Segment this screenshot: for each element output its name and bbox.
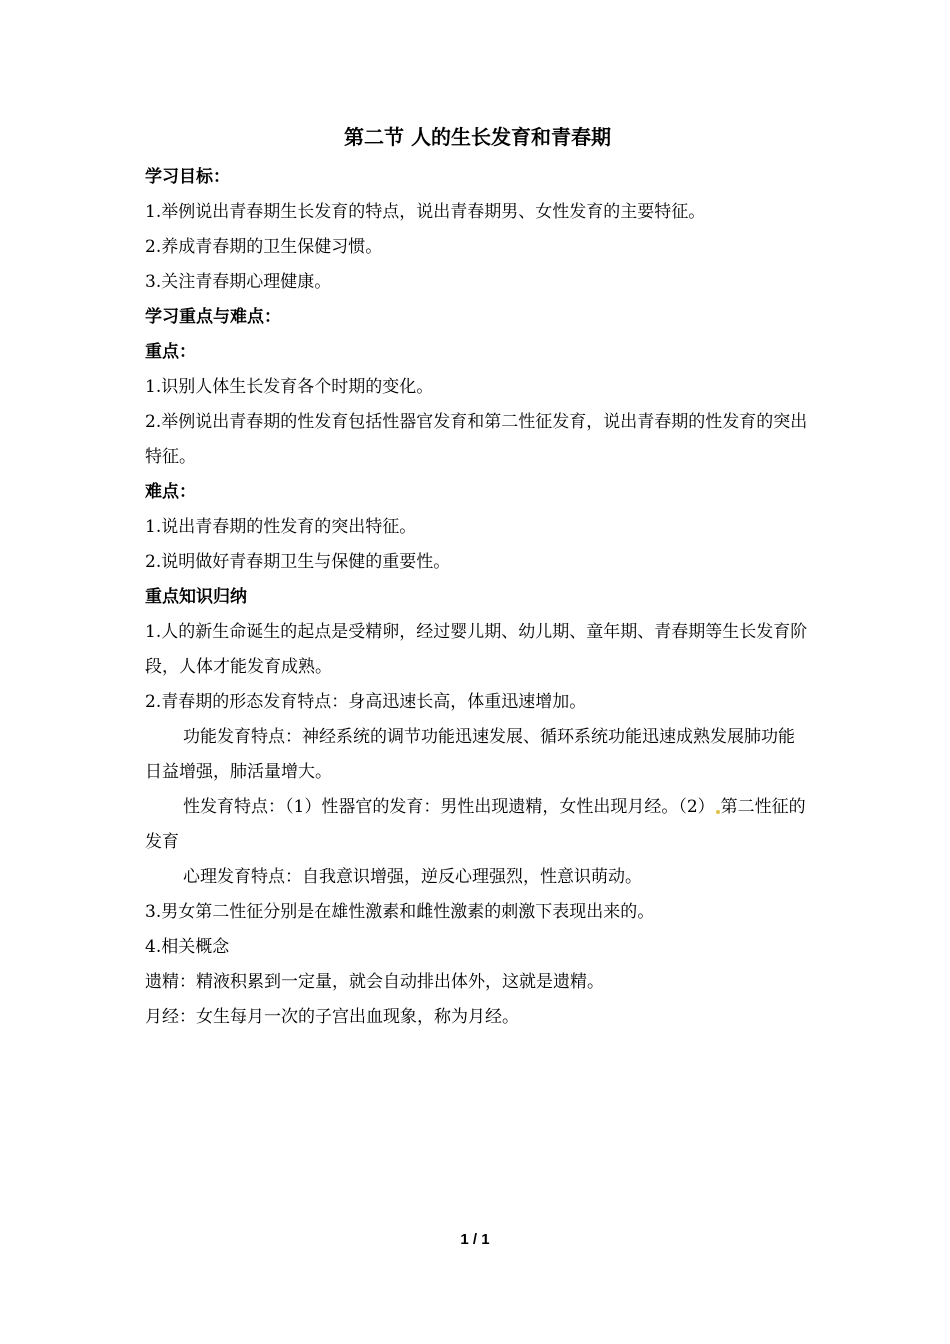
sex-development-part-2: 第二性征的发育 (145, 797, 806, 852)
sex-development (145, 790, 810, 860)
key-point: 1.识别人体生长发育各个时期的变化。 (145, 377, 434, 397)
objectives-heading: 学习目标： (145, 167, 230, 187)
function-development: 功能发育特点：神经系统的调节功能迅速发展、循环系统功能迅速成熟发展肺功能日益增强，肺活量增大。 (145, 727, 795, 782)
document-content (145, 118, 810, 1035)
summary-item-2: 2.青春期的形态发育特点：身高迅速长高，体重迅速增加。 (145, 692, 587, 712)
summary-item-4: 4.相关概念 (145, 937, 230, 957)
summary-item-1: 1.人的新生命诞生的起点是受精卵，经过婴儿期、幼儿期、童年期、青春期等生长发育阶段，人体才能发育成熟。 (145, 622, 808, 677)
summary-heading: 重点知识归纳 (145, 587, 247, 607)
difficult-heading: 难点： (145, 482, 196, 502)
objective-item: 1.举例说出青春期生长发育的特点，说出青春期男、女性发育的主要特征。 (145, 202, 706, 222)
key-heading: 重点： (145, 342, 196, 362)
annotation-mark (716, 810, 720, 814)
difficult-point: 2.说明做好青春期卫生与保健的重要性。 (145, 552, 451, 572)
sex-development-part-1: 性发育特点：（1）性器官的发育：男性出现遗精，女性出现月经。（2） (183, 797, 715, 817)
key-point: 2.举例说出青春期的性发育包括性器官发育和第二性征发育，说出青春期的性发育的突出特征。 (145, 412, 808, 467)
focus-heading: 学习重点与难点： (145, 307, 281, 327)
definition-menstruation: 月经：女生每月一次的子宫出血现象，称为月经。 (145, 1007, 519, 1027)
definition-nocturnal-emission: 遗精：精液积累到一定量，就会自动排出体外，这就是遗精。 (145, 972, 604, 992)
objective-item: 3.关注青春期心理健康。 (145, 272, 332, 292)
objective-item: 2.养成青春期的卫生保健习惯。 (145, 237, 383, 257)
psychological-development: 心理发育特点：自我意识增强，逆反心理强烈，性意识萌动。 (183, 867, 642, 887)
summary-item-3: 3.男女第二性征分别是在雄性激素和雌性激素的刺激下表现出来的。 (145, 902, 655, 922)
difficult-point: 1.说出青春期的性发育的突出特征。 (145, 517, 417, 537)
page-number: 1 / 1 (460, 1231, 490, 1248)
document-title: 第二节 人的生长发育和青春期 (344, 125, 611, 149)
